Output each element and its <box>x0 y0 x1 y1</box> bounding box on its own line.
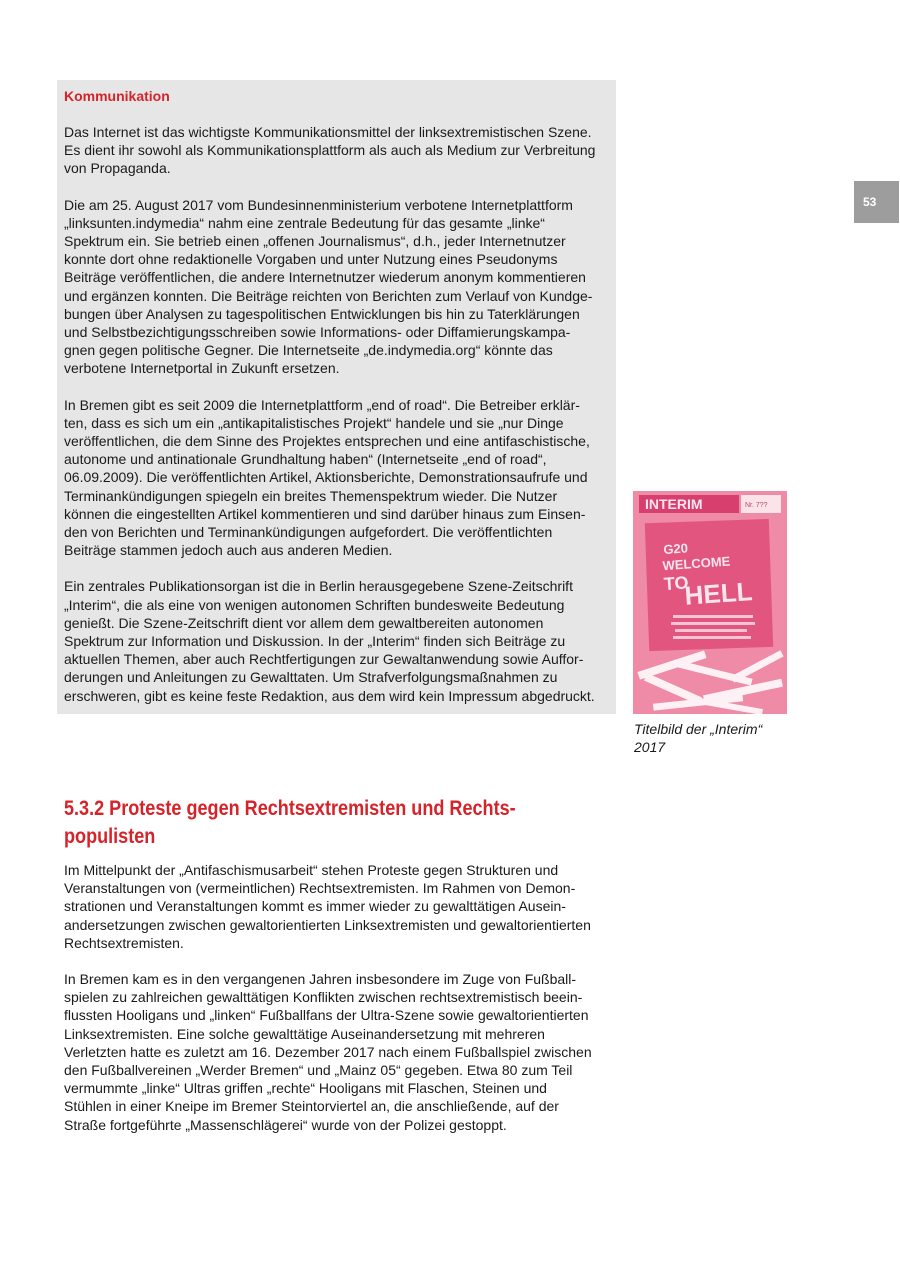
cover-headline-4: HELL <box>683 576 754 611</box>
box-paragraph: Die am 25. August 2017 vom Bundesinnenministerium verbotene Internetplattform „linksunten.indymedia“ nahm eine zentrale Bedeutung für das gesamte „linke“ Spektrum ein. Sie betrieb einen „offenen Journalismus“, d.h., jeder Internetnutzer konnte dort ohne redaktionelle Vorgaben und unter Nutzung eines Pseudonyms Beiträge veröffentlichen, die andere Internetnutzer wiederum anonym kommentieren und ergänzen konnten. Die Beiträge reichten von Berichten zum Verlauf von Kundge- bungen über Analysen zu tagespolitischen Entwicklungen bis hin zu Taterklärungen und Selbstbezichtigungsschreiben sowie Informations- oder Diffamierungskampa- gnen gegen politische Gegner. Die Internetseite „de.indymedia.org“ könnte das verbotene Internetportal in Zukunft ersetzen. <box>64 196 593 377</box>
box-paragraph: Ein zentrales Publikationsorgan ist die in Berlin herausgegebene Szene-Zeitschrift „Interim“, die als eine von wenigen autonomen Schriften bundesweite Bedeutung genießt. Die Szene-Zeitschrift dient vor allem dem gewaltbereiten autonomen Spektrum zur Information und Diskussion. In der „Interim“ finden sich Beiträge zu aktuellen Themen, aber auch Rechtfertigungen zur Gewaltanwendung sowie Auffor- derungen und Anleitungen zu Gewalttaten. Um Strafverfolgungsmaßnahmen zu erschweren, gibt es keine feste Redaktion, aus dem wird kein Impressum abgedruckt. <box>64 578 595 704</box>
section-paragraph: Im Mittelpunkt der „Antifaschismusarbeit“ stehen Proteste gegen Strukturen und Veranstaltungen von (vermeintlichen) Rechtsextremisten. Im Rahmen von Demon- strationen und Veranstaltungen kommt es immer wieder zu gewalttätigen Ausein- andersetzungen zwischen gewaltorientierten Linksextremisten und gewaltorientierten Rechtsextremisten. <box>64 862 591 951</box>
box-paragraph: Das Internet ist das wichtigste Kommunikationsmittel der linksextremistischen Szene. Es dient ihr sowohl als Kommunikationsplattform als auch als Medium zur Verbreitung von Propaganda. <box>64 124 596 177</box>
cover-illustration <box>633 491 787 714</box>
section-paragraph: In Bremen kam es in den vergangenen Jahren insbesondere im Zuge von Fußball- spielen zu zahlreichen gewalttätigen Konflikten zwischen rechtsextremistisch beein- flussten Hooligans und „linken“ Fußballfans der Ultra-Szene sowie gewaltorientierten Linksextremisten. Eine solche gewalttätige Auseinandersetzung mit mehreren Verletzten hatte es zuletzt am 16. Dezember 2017 nach einem Fußballspiel zwischen den Fußballvereinen „Werder Bremen“ und „Mainz 05“ gegeben. Etwa 80 zum Teil vermummte „linke“ Ultras griffen „rechte“ Hooligans mit Flaschen, Steinen und Stühlen in einer Kneipe im Bremer Steintorviertel an, die anschließende, auf der Straße fortgeführte „Massenschlägerei“ wurde von der Polizei gestoppt. <box>64 971 592 1133</box>
cover-masthead: INTERIM <box>645 496 703 512</box>
cover-headline-2: WELCOME <box>661 553 731 574</box>
cover-headline-3: TO <box>663 572 690 595</box>
cover-issue: Nr. 7?? <box>745 502 768 509</box>
image-caption: Titelbild der „Interim“ 2017 <box>634 721 763 755</box>
box-paragraph: In Bremen gibt es seit 2009 die Internetplattform „end of road“. Die Betreiber erklär- ten, dass es sich um ein „antikapitalistisches Projekt“ handele und sie „nur Dinge veröffentlichen, die dem Sinne des Projektes entsprechen und eine antifaschistische, autonome und antinationale Grundhaltung haben“ (Internetseite „end of road“, 06.09.2009). Die veröffentlichten Artikel, Aktionsberichte, Demonstrationsaufrufe und Terminankündigungen spiegeln ein breites Themenspektrum wieder. Die Nutzer können die eingestellten Artikel kommentieren und sind darüber hinaus zum Einsen- den von Berichten und Terminankündigungen aufgefordert. Die veröffentlichten Beiträge stammen jedoch auch aus anderen Medien. <box>64 396 590 559</box>
section-5-3-2 <box>64 795 624 1152</box>
info-box <box>57 80 616 714</box>
box-title: Kommunikation <box>64 88 170 104</box>
cover-headline-1: G20 <box>662 540 689 558</box>
section-heading: 5.3.2 Proteste gegen Rechtsextremisten und Rechts- populisten <box>64 797 516 848</box>
page-number: 53 <box>854 181 899 223</box>
interim-cover-image <box>633 491 787 714</box>
